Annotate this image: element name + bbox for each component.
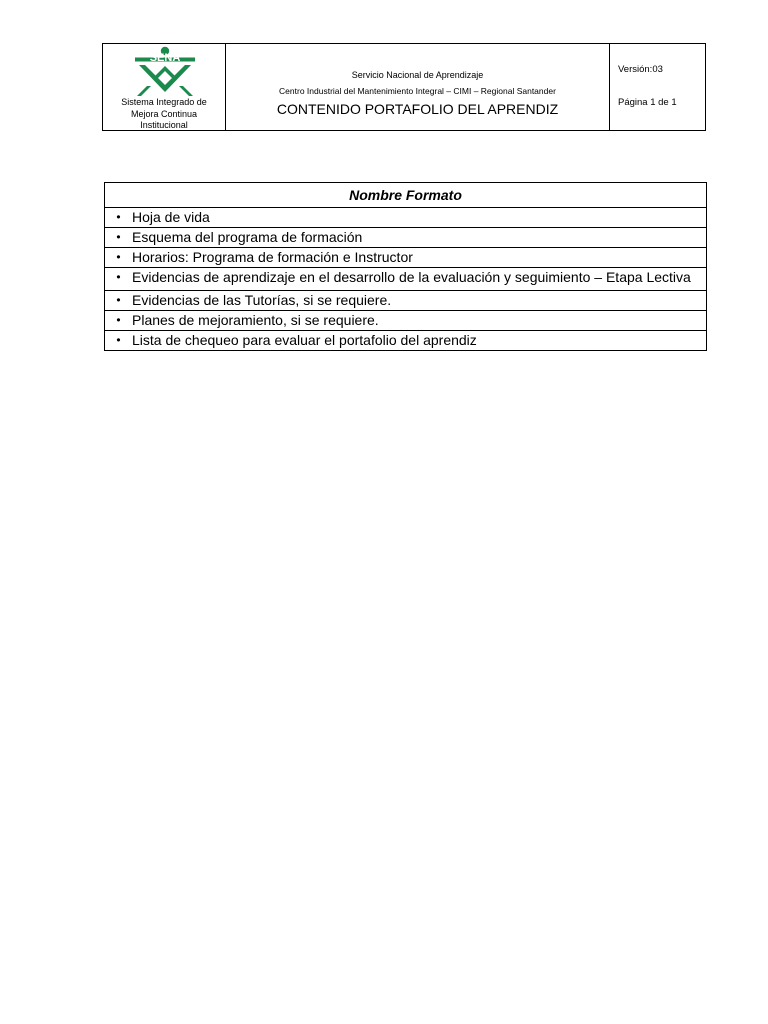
list-item: Lista de chequeo para evaluar el portafolio del aprendiz <box>132 332 477 348</box>
document-title: CONTENIDO PORTAFOLIO DEL APRENDIZ <box>276 101 559 117</box>
table-row <box>105 311 707 331</box>
sena-logo-icon <box>133 46 199 98</box>
list-item: Evidencias de aprendizaje en el desarrollo de la evaluación y seguimiento – Etapa Lectiva <box>132 269 691 285</box>
org-name: Servicio Nacional de Aprendizaje <box>351 70 484 80</box>
list-item: Evidencias de las Tutorías, si se requiere. <box>132 292 392 308</box>
document-header <box>102 43 706 131</box>
bullet-icon: • <box>116 250 121 264</box>
table-row <box>105 228 707 248</box>
bullet-icon: • <box>116 230 121 244</box>
center-name: Centro Industrial del Mantenimiento Integral – CIMI – Regional Santander <box>279 86 556 96</box>
table-row <box>105 208 707 228</box>
bullet-icon: • <box>116 270 121 284</box>
version-label: Versión:03 <box>618 64 663 75</box>
bullet-icon: • <box>116 210 121 224</box>
list-item: Horarios: Programa de formación e Instructor <box>132 249 413 265</box>
bullet-icon: • <box>116 313 121 327</box>
table-row <box>105 331 707 351</box>
table-row <box>105 268 707 291</box>
list-item: Hoja de vida <box>132 209 210 225</box>
table-header-row <box>105 183 707 208</box>
bullet-icon: • <box>116 293 121 307</box>
list-item: Esquema del programa de formación <box>132 229 363 245</box>
system-label-line: Institucional <box>140 120 188 130</box>
title-cell <box>226 44 610 130</box>
system-label <box>103 97 225 132</box>
page-info: Página 1 de 1 <box>618 97 677 108</box>
version-cell <box>610 44 705 130</box>
table-row <box>105 291 707 311</box>
bullet-icon: • <box>116 333 121 347</box>
system-label-line: Mejora Continua <box>130 108 198 119</box>
system-label-line: Sistema Integrado de <box>121 97 207 107</box>
logo-cell <box>103 44 226 130</box>
logo-text: SENA <box>149 52 181 64</box>
list-item: Planes de mejoramiento, si se requiere. <box>132 312 379 328</box>
format-table <box>104 182 707 351</box>
table-header: Nombre Formato <box>105 183 707 208</box>
